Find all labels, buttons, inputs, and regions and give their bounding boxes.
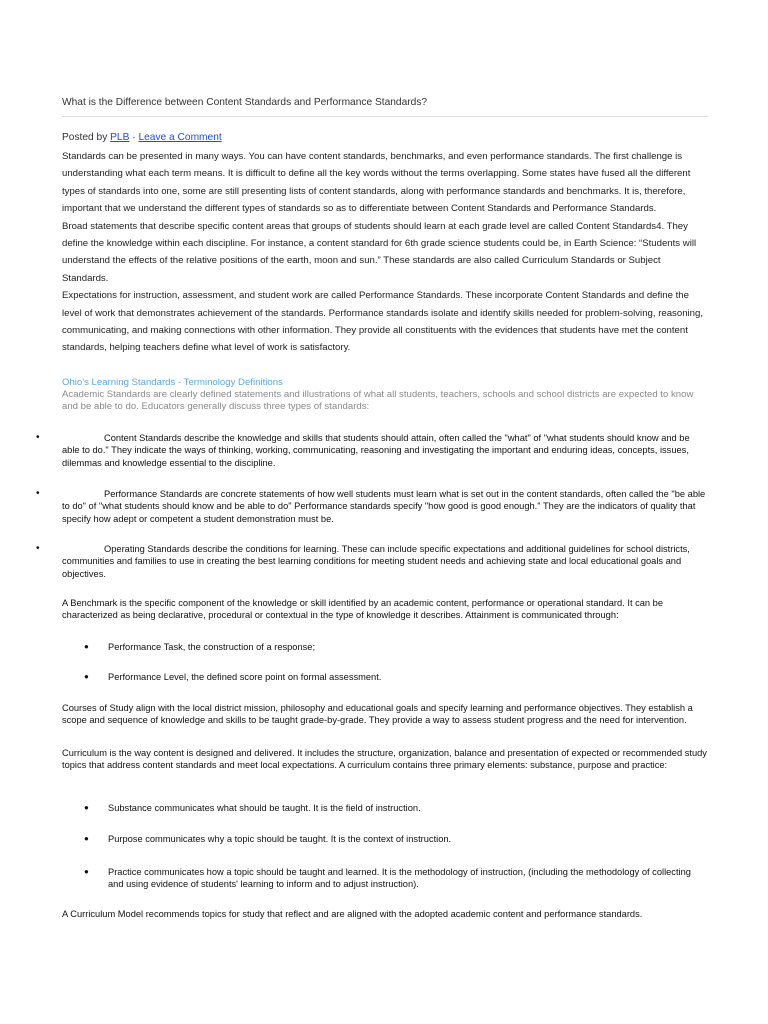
intro-paragraph: Standards can be presented in many ways. You can have content standards, benchmarks, and even performance standards. The first challenge is understanding what each term means. It is difficult to define all the key words without the terms overlapping. Some states have fused all the different types of standards into one, some are still presenting lists of content standards, along with performance standards and benchmarks. It is, therefore, important that we understand the different types of standards so as to differentiate between Content Standards and Performance Standards. bbox=[62, 151, 691, 215]
list-item-text: Practice communicates how a topic should be taught and learned. It is the methodology of instruction, (including the methodology of collecting and using evidence of students' learning to inform and to adjust instruction). bbox=[108, 867, 691, 890]
list-item bbox=[62, 802, 708, 816]
post-body bbox=[62, 148, 708, 357]
standard-type-item bbox=[36, 543, 708, 580]
standard-term: Content Standards bbox=[104, 433, 182, 443]
bullet-icon: ● bbox=[84, 672, 89, 681]
ohio-standards-link[interactable]: Ohio's Learning Standards - Terminology Definitions bbox=[62, 377, 283, 388]
content-standards-paragraph: Broad statements that describe specific content areas that groups of students should learn at each grade level are called Content Standards4. They define the knowledge within each discipline. For instance, a content standard for 6th grade science students could be, in Earth Science: “Students will understand the effects of the relative positions of the earth, moon and sun.” These standards are also called Curriculum Standards or Subject Standards. bbox=[62, 220, 697, 284]
courses-paragraph: Courses of Study align with the local district mission, philosophy and educational goals and specify learning and performance objectives. They establish a scope and sequence of knowledge and skills to be taught grade-by-grade. They provide a way to assess student progress and the need for intervention. bbox=[62, 703, 693, 726]
benchmark-paragraph: A Benchmark is the specific component of the knowledge or skill identified by an academic content, performance or operational standard. It can be characterized as being declarative, procedural or contextual in the type of knowledge it describes. Attainment is communicated through: bbox=[62, 598, 664, 621]
post-byline bbox=[62, 132, 222, 143]
bullet-icon: • bbox=[36, 432, 40, 443]
performance-standards-paragraph: Expectations for instruction, assessment, and student work are called Performance Standards. These incorporate Content Standards and define the level of work that demonstrates achievement of the standards. Performance standards isolate and identify skills needed for problem-solving, reasoning, communicating, and making connections with other information. They provide all constituents with the evidences that students have met the content standards, helping teachers define what level of work is satisfactory. bbox=[62, 290, 703, 354]
bullet-icon: ● bbox=[84, 642, 89, 651]
standard-description: describe the conditions for learning. These can include specific expectations and additional guidelines for school districts, communities and families to use in creating the best learning conditions for meeting student needs and achieving state and local educational goals and objectives. bbox=[62, 544, 690, 579]
post-title: What is the Difference between Content Standards and Performance Standards? bbox=[62, 97, 428, 108]
list-item bbox=[62, 671, 708, 685]
standard-term: Performance Standards bbox=[104, 489, 203, 499]
bullet-icon: • bbox=[36, 488, 40, 499]
list-item-text: Substance communicates what should be taught. It is the field of instruction. bbox=[108, 803, 421, 813]
list-item-text: Performance Level, the defined score point on formal assessment. bbox=[108, 672, 382, 682]
curriculum-model-paragraph: A Curriculum Model recommends topics for study that reflect and are aligned with the adopted academic content and performance standards. bbox=[62, 909, 643, 919]
byline-separator: · bbox=[129, 132, 139, 143]
standard-type-item bbox=[36, 488, 708, 525]
bullet-icon: ● bbox=[84, 803, 89, 812]
bullet-icon: ● bbox=[84, 867, 89, 876]
document-page bbox=[36, 0, 708, 1024]
author-link[interactable]: PLB bbox=[110, 132, 130, 143]
standard-description: are concrete statements of how well students must learn what is set out in the content standards, often called the "be able to do" of "what students should know and be able to do" Performance standards specify "how good is good enough." They are the indicators of quality that specify how adept or competent a student demonstration must be. bbox=[62, 489, 706, 524]
list-item-text: Performance Task, the construction of a response; bbox=[108, 642, 316, 652]
list-item bbox=[62, 641, 708, 655]
bullet-icon: ● bbox=[84, 834, 89, 843]
ohio-section bbox=[62, 377, 708, 414]
curriculum-paragraph: Curriculum is the way content is designed and delivered. It includes the structure, organization, balance and presentation of expected or recommended study topics that address content standards and meet local expectations. A curriculum contains three primary elements: substance, purpose and practice: bbox=[62, 748, 707, 771]
title-divider bbox=[62, 116, 708, 117]
standard-description: describe the knowledge and skills that students should attain, often called the "what" of "what students should know and be able to do." They indicate the ways of thinking, working, communicating, reasoning and investigating the important and enduring ideas, concepts, issues, dilemmas and knowledge essential to the discipline. bbox=[62, 433, 690, 468]
standard-term: Operating Standards bbox=[104, 544, 190, 554]
academic-standards-text: Academic Standards are clearly defined statements and illustrations of what all students, teachers, schools and school districts are expected to know and be able to do. Educators generally discuss three types of standards: bbox=[62, 389, 694, 413]
bullet-icon: • bbox=[36, 543, 40, 554]
list-item-text: Purpose communicates why a topic should be taught. It is the context of instruction. bbox=[108, 834, 452, 844]
posted-by-label: Posted by bbox=[62, 132, 111, 143]
list-item bbox=[62, 833, 708, 847]
leave-comment-link[interactable]: Leave a Comment bbox=[138, 132, 222, 143]
standard-type-item bbox=[36, 432, 708, 469]
list-item bbox=[62, 866, 708, 894]
